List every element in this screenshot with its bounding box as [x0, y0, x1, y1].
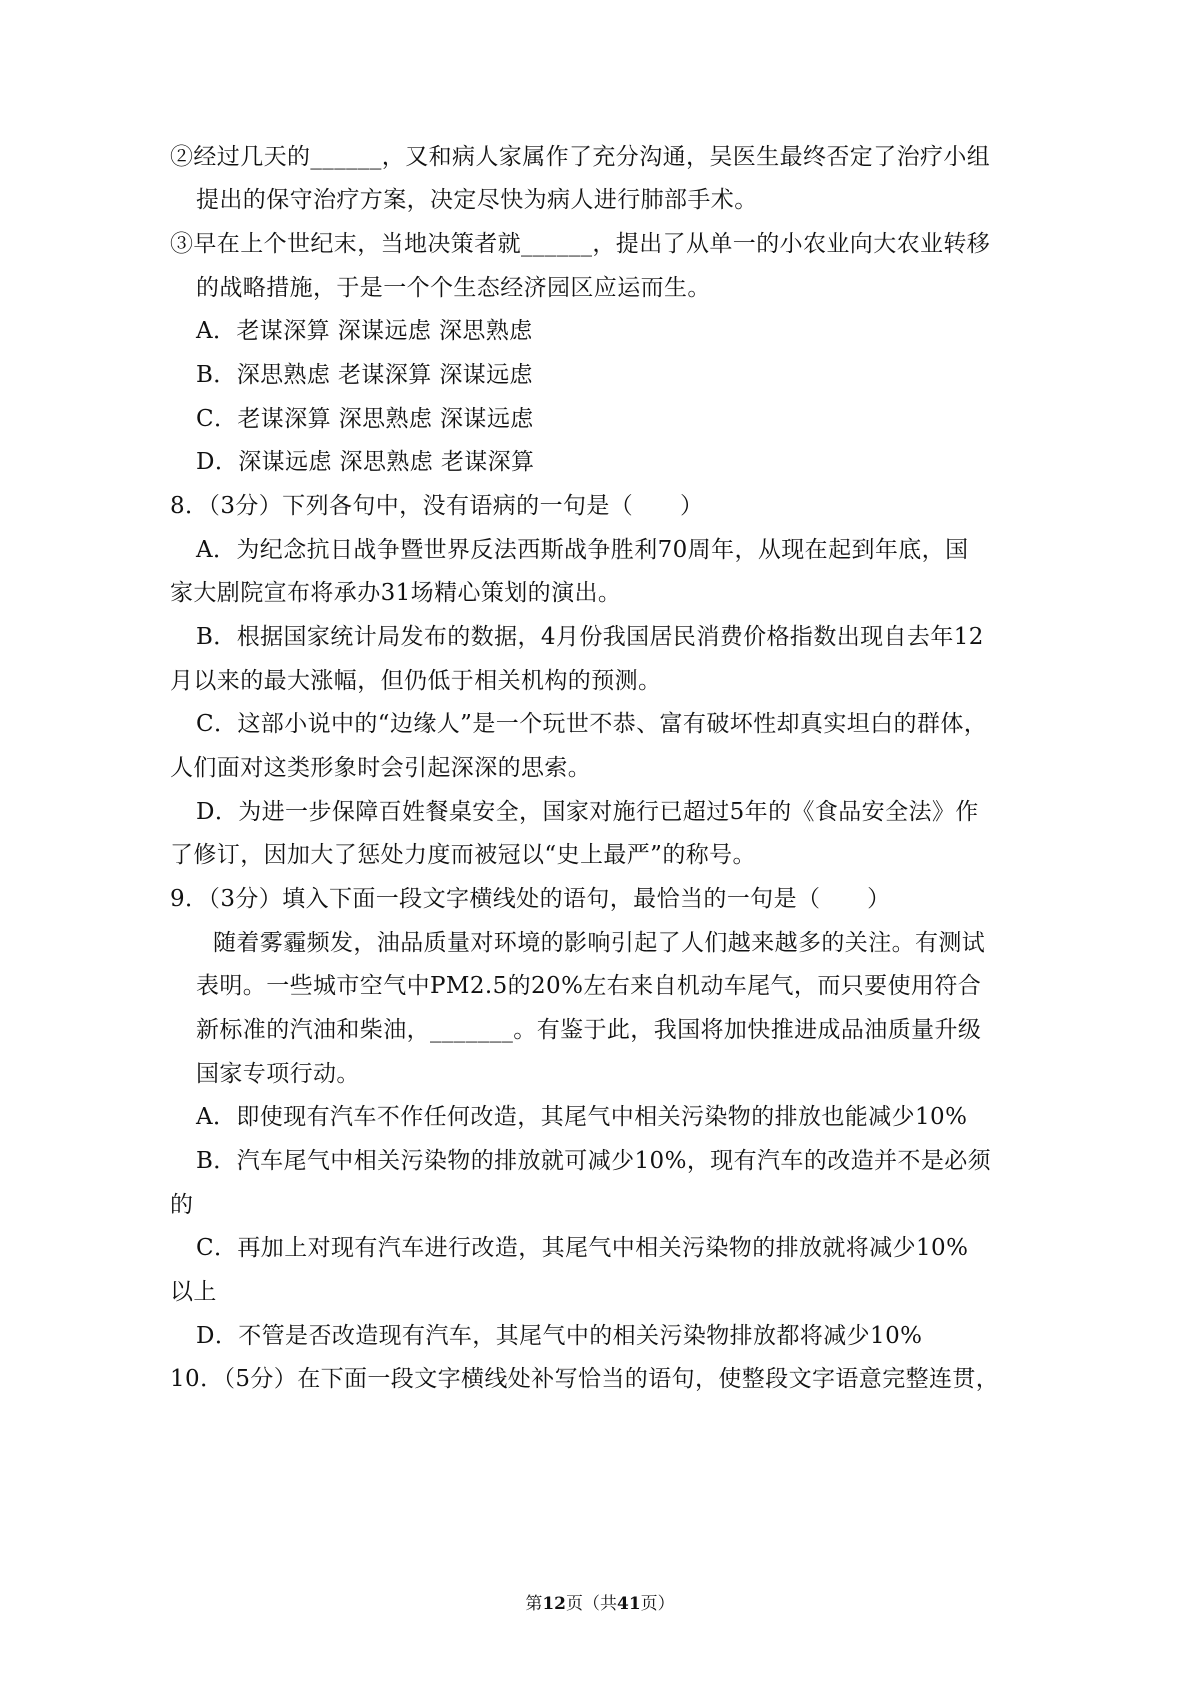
q7-option-d: D．深谋远虑 深思熟虑 老谋深算	[196, 449, 535, 475]
footer-suffix: 页）	[640, 1594, 675, 1614]
page-number: 12	[542, 1594, 566, 1614]
q9-option-c-line-1: C．再加上对现有汽车进行改造，其尾气中相关污染物的排放就将减少10%	[196, 1235, 969, 1261]
q9-option-c-line-2: 以上	[170, 1279, 217, 1305]
q8-option-a-line-2: 家大剧院宣布将承办31场精心策划的演出。	[170, 580, 622, 606]
q7-item-2-line-1: ②经过几天的______，又和病人家属作了充分沟通，吴医生最终否定了治疗小组	[170, 144, 991, 170]
q7-option-b: B．深思熟虑 老谋深算 深谋远虑	[196, 362, 533, 388]
q9-option-d: D．不管是否改造现有汽车，其尾气中的相关污染物排放都将减少10%	[196, 1323, 923, 1349]
page-footer	[0, 1593, 1200, 1615]
q8-option-b-line-1: B．根据国家统计局发布的数据，4月份我国居民消费价格指数出现自去年12	[196, 624, 984, 650]
q8-option-d-line-1: D．为进一步保障百姓餐桌安全，国家对施行已超过5年的《食品安全法》作	[196, 799, 979, 825]
q9-option-a: A．即使现有汽车不作任何改造，其尾气中相关污染物的排放也能减少10%	[196, 1104, 968, 1130]
q7-item-3-line-1: ③早在上个世纪末，当地决策者就______，提出了从单一的小农业向大农业转移	[170, 231, 991, 257]
q8-option-c-line-1: C．这部小说中的“边缘人”是一个玩世不恭、富有破坏性却真实坦白的群体，	[196, 711, 988, 737]
q8-option-a-line-1: A．为纪念抗日战争暨世界反法西斯战争胜利70周年，从现在起到年底，国	[196, 537, 969, 563]
footer-prefix: 第	[525, 1594, 543, 1614]
q8-option-c-line-2: 人们面对这类形象时会引起深深的思索。	[170, 755, 592, 781]
page-total: 41	[617, 1594, 641, 1614]
q8-stem: 8．（3分）下列各句中，没有语病的一句是（ ）	[170, 493, 704, 519]
q7-option-c: C．老谋深算 深思熟虑 深谋远虑	[196, 406, 534, 432]
q9-passage-line-2: 表明。一些城市空气中PM2.5的20%左右来自机动车尾气，而只要使用符合	[196, 973, 982, 999]
footer-middle: 页（共	[566, 1594, 617, 1614]
q7-item-2-line-2: 提出的保守治疗方案，决定尽快为病人进行肺部手术。	[196, 187, 758, 213]
q9-passage-line-1: 随着雾霾频发，油品质量对环境的影响引起了人们越来越多的关注。有测试	[213, 930, 986, 956]
q10-stem: 10．（5分）在下面一段文字横线处补写恰当的语句，使整段文字语意完整连贯，	[170, 1366, 1000, 1392]
q9-passage-line-3: 新标准的汽油和柴油，_______。有鉴于此，我国将加快推进成品油质量升级	[196, 1017, 982, 1043]
q8-option-b-line-2: 月以来的最大涨幅，但仍低于相关机构的预测。	[170, 668, 662, 694]
q8-option-d-line-2: 了修订，因加大了惩处力度而被冠以“史上最严”的称号。	[170, 842, 756, 868]
q9-option-b-line-1: B．汽车尾气中相关污染物的排放就可减少10%，现有汽车的改造并不是必须	[196, 1148, 992, 1174]
q7-item-3-line-2: 的战略措施，于是一个个生态经济园区应运而生。	[196, 275, 711, 301]
q9-option-b-line-2: 的	[170, 1192, 194, 1218]
q9-passage-line-4: 国家专项行动。	[196, 1061, 360, 1087]
q7-option-a: A．老谋深算 深谋远虑 深思熟虑	[196, 318, 533, 344]
q9-stem: 9．（3分）填入下面一段文字横线处的语句，最恰当的一句是（ ）	[170, 886, 891, 912]
